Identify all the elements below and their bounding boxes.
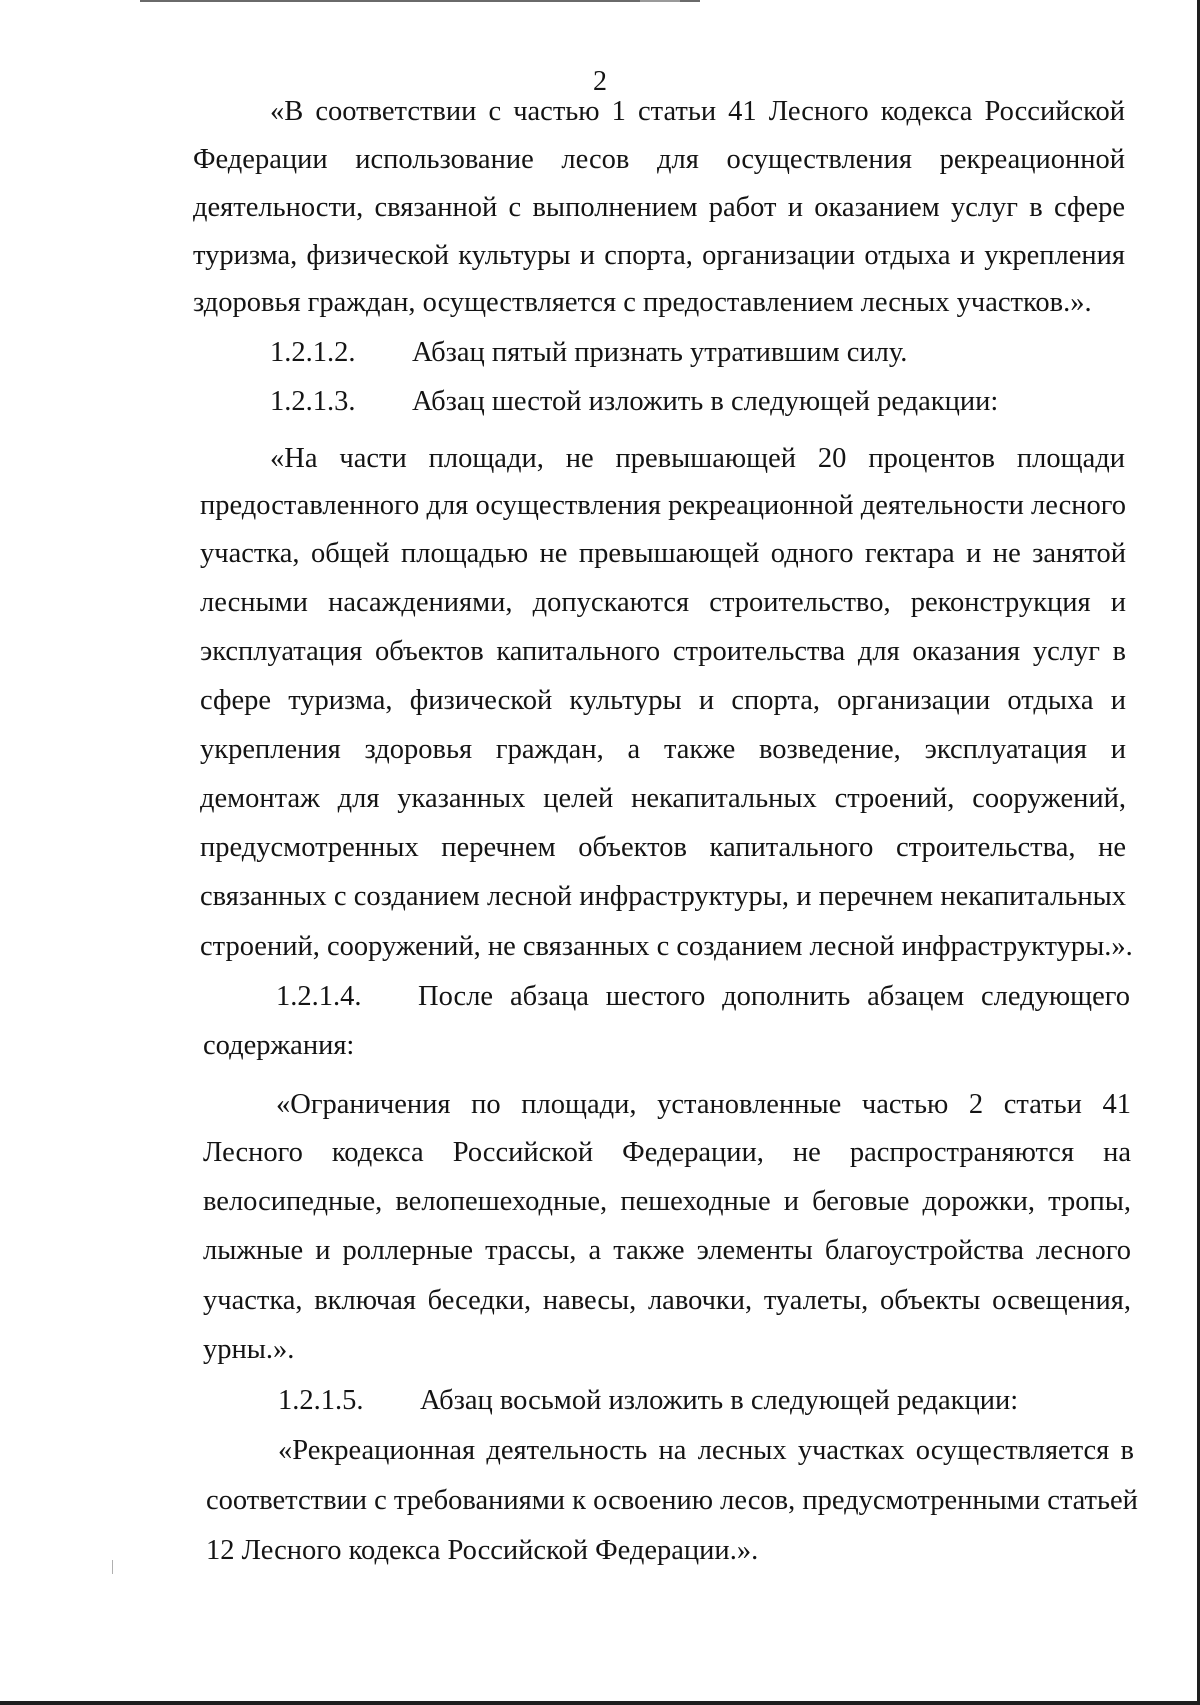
text-line: сфере туризма, физической культуры и спорта, организации отдыха и (200, 685, 1126, 716)
clause-number: 1.2.1.3. (270, 386, 356, 417)
clause-text: После абзаца шестого дополнить абзацем следующего (418, 981, 1130, 1012)
page-number: 2 (593, 66, 607, 97)
scan-speck (112, 1560, 113, 1574)
text-line: соответствии с требованиями к освоению лесов, предусмотренными статьей (206, 1485, 1138, 1516)
text-line: Федерации использование лесов для осуществления рекреационной (193, 144, 1125, 175)
clause-number: 1.2.1.2. (270, 337, 356, 368)
clause-text: Абзац восьмой изложить в следующей редакции: (420, 1385, 1019, 1416)
text-line: урны.». (203, 1334, 295, 1365)
text-line: Лесного кодекса Российской Федерации, не распространяются на (203, 1137, 1131, 1168)
clause-text: Абзац пятый признать утратившим силу. (412, 337, 908, 368)
text-line: деятельности, связанной с выполнением работ и оказанием услуг в сфере (193, 192, 1125, 223)
scan-edge-bottom (0, 1701, 1200, 1705)
text-line: лесными насаждениями, допускаются строительство, реконструкция и (200, 587, 1126, 618)
text-line: укрепления здоровья граждан, а также возведение, эксплуатация и (200, 734, 1126, 765)
text-line: «На части площади, не превышающей 20 процентов площади (270, 443, 1125, 474)
text-line: велосипедные, велопешеходные, пешеходные и беговые дорожки, тропы, (203, 1186, 1131, 1217)
text-line: лыжные и роллерные трассы, а также элементы благоустройства лесного (203, 1235, 1131, 1266)
text-line: здоровья граждан, осуществляется с предоставлением лесных участков.». (193, 287, 1092, 318)
text-line: содержания: (203, 1030, 355, 1061)
clause-number: 1.2.1.4. (276, 981, 362, 1012)
clause-text: Абзац шестой изложить в следующей редакции: (412, 386, 999, 417)
text-line: эксплуатация объектов капитального строительства для оказания услуг в (200, 636, 1126, 667)
text-line: 12 Лесного кодекса Российской Федерации.». (206, 1535, 759, 1566)
text-line: строений, сооружений, не связанных с созданием лесной инфраструктуры.». (200, 931, 1133, 962)
scan-edge-top-fragment (640, 0, 680, 2)
text-line: предусмотренных перечнем объектов капитального строительства, не (200, 832, 1126, 863)
text-line: «Рекреационная деятельность на лесных участках осуществляется в (278, 1435, 1134, 1466)
text-line: «В соответствии с частью 1 статьи 41 Лесного кодекса Российской (270, 96, 1125, 127)
text-line: демонтаж для указанных целей некапитальных строений, сооружений, (200, 783, 1126, 814)
scan-edge-top (140, 0, 700, 2)
text-line: «Ограничения по площади, установленные частью 2 статьи 41 (276, 1089, 1131, 1120)
text-line: участка, включая беседки, навесы, лавочки, туалеты, объекты освещения, (203, 1285, 1131, 1316)
text-line: участка, общей площадью не превышающей одного гектара и не занятой (200, 538, 1126, 569)
text-line: связанных с созданием лесной инфраструктуры, и перечнем некапитальных (200, 881, 1126, 912)
clause-number: 1.2.1.5. (278, 1385, 364, 1416)
text-line: предоставленного для осуществления рекреационной деятельности лесного (200, 490, 1126, 521)
text-line: туризма, физической культуры и спорта, организации отдыха и укрепления (193, 240, 1125, 271)
